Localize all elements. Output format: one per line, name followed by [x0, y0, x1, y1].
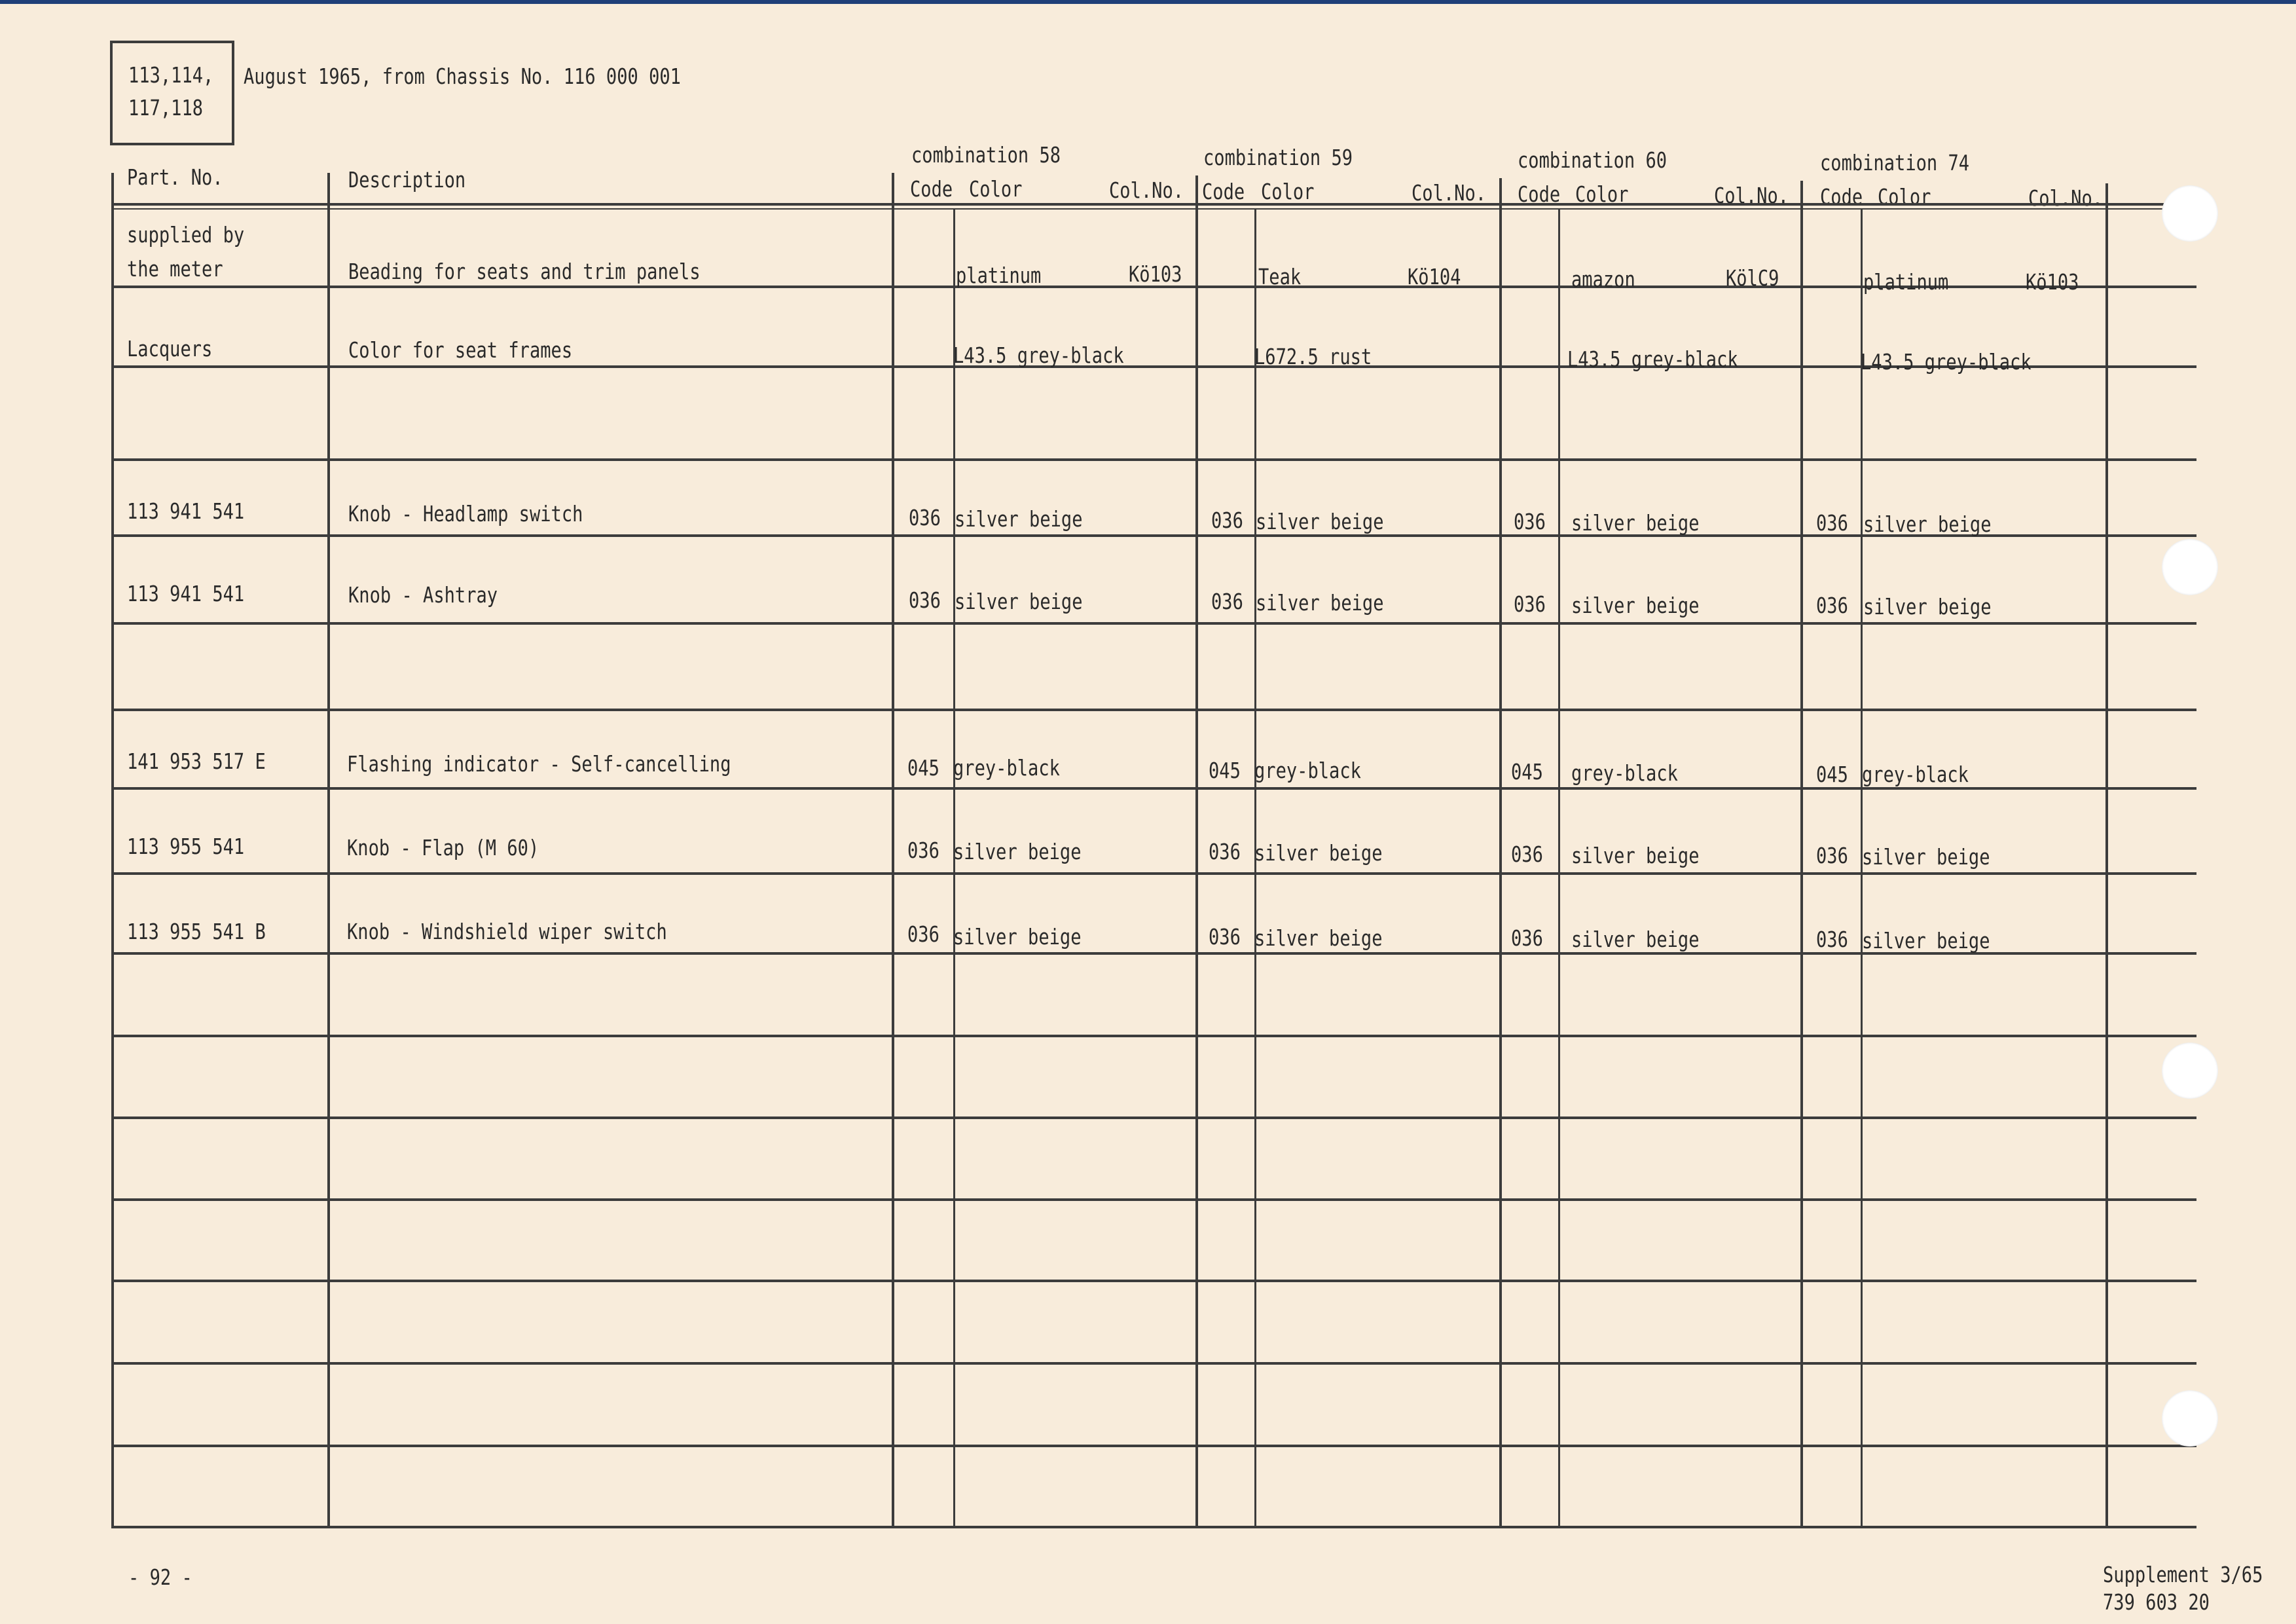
row1-combo74-colno: Kö103 [2026, 269, 2079, 295]
row-rule [111, 458, 2196, 461]
supplement-note: Supplement 3/65 [2103, 1562, 2263, 1587]
combo74-colno-header: Col.No. [2028, 185, 2104, 211]
row4-combo59-color: silver beige [1256, 590, 1384, 616]
row4-combo58-color: silver beige [955, 589, 1083, 614]
row2-combo58-color: L43.5 grey-black [953, 342, 1124, 368]
binder-hole [2162, 539, 2218, 595]
row6-combo58-color: silver beige [953, 839, 1082, 864]
row1-combo59-colno: Kö104 [1408, 264, 1461, 289]
row2-combo74-color: L43.5 grey-black [1861, 349, 2032, 375]
row7-combo58-color: silver beige [953, 924, 1082, 950]
row3-combo74-code: 036 [1816, 510, 1848, 536]
row-rule [111, 1116, 2196, 1119]
row5-combo59-code: 045 [1209, 758, 1241, 783]
header-rule [111, 203, 2196, 206]
row4-combo59-code: 036 [1211, 589, 1243, 614]
row5-combo74-color: grey-black [1862, 762, 1969, 787]
page-number: - 92 - [128, 1564, 192, 1590]
row3-combo59-color: silver beige [1256, 509, 1384, 534]
row1-description: Beading for seats and trim panels [348, 259, 701, 284]
row1-combo60-color: amazon [1571, 267, 1635, 292]
row7-combo58-code: 036 [907, 921, 939, 947]
row6-part: 113 955 541 [127, 834, 245, 859]
row3-combo58-color: silver beige [955, 506, 1083, 532]
binder-hole [2162, 185, 2218, 242]
row4-combo60-code: 036 [1514, 591, 1546, 617]
combo58-title: combination 58 [911, 142, 1061, 168]
row2-combo60-color: L43.5 grey-black [1567, 346, 1738, 372]
row5-description: Flashing indicator - Self-cancelling [347, 751, 731, 777]
row7-combo59-code: 036 [1209, 924, 1241, 950]
combo58-code-header: Code [910, 176, 953, 202]
validity-note: August 1965, from Chassis No. 116 000 001 [244, 64, 681, 89]
row3-combo58-code: 036 [909, 505, 941, 530]
row3-description: Knob - Headlamp switch [348, 501, 583, 526]
col-line [1800, 181, 1803, 1527]
row-rule [111, 709, 2196, 711]
row5-combo58-color: grey-black [953, 755, 1060, 781]
row1-combo58-color: platinum [956, 263, 1042, 288]
combo60-color-header: Color [1575, 181, 1629, 207]
combo60-code-header: Code [1518, 181, 1561, 207]
row6-combo74-code: 036 [1816, 843, 1848, 868]
row3-combo74-color: silver beige [1863, 511, 1992, 537]
row4-description: Knob - Ashtray [348, 582, 498, 608]
row-rule [111, 622, 2196, 625]
binder-hole [2162, 1390, 2218, 1447]
header-description: Description [348, 167, 466, 193]
header-part-no: Part. No. [127, 164, 223, 190]
combo74-code-header: Code [1820, 184, 1863, 210]
model-numbers-line1: 113,114, [128, 62, 214, 88]
row1-combo58-colno: Kö103 [1129, 261, 1182, 287]
col-line [111, 173, 114, 1527]
row3-part: 113 941 541 [127, 498, 245, 524]
row-rule [111, 872, 2196, 875]
row4-part: 113 941 541 [127, 581, 245, 606]
row4-combo58-code: 036 [909, 587, 941, 613]
row-rule [111, 1362, 2196, 1365]
combo74-title: combination 74 [1820, 150, 1970, 175]
combo59-colno-header: Col.No. [1412, 180, 1487, 206]
row7-part: 113 955 541 B [127, 919, 266, 944]
model-numbers-line2: 117,118 [128, 95, 204, 120]
row5-combo74-code: 045 [1816, 762, 1848, 787]
row1-part-line2: the meter [127, 256, 223, 282]
row5-part: 141 953 517 E [127, 748, 266, 774]
row2-combo59-color: L672.5 rust [1254, 344, 1372, 369]
row7-combo74-code: 036 [1816, 927, 1848, 952]
row5-combo58-code: 045 [907, 755, 939, 781]
col-line [1195, 175, 1198, 1527]
binder-hole [2162, 1043, 2218, 1099]
document-number: 739 603 20 [2103, 1589, 2210, 1615]
row3-combo60-code: 036 [1514, 509, 1546, 534]
row6-combo58-code: 036 [907, 838, 939, 863]
col-line [2105, 183, 2108, 1527]
row7-combo60-color: silver beige [1571, 927, 1700, 952]
row7-combo60-code: 036 [1511, 925, 1543, 951]
row4-combo74-color: silver beige [1863, 594, 1992, 619]
row2-part: Lacquers [127, 336, 213, 361]
row7-combo74-color: silver beige [1862, 928, 1990, 953]
row2-description: Color for seat frames [348, 337, 573, 363]
row-rule [111, 787, 2196, 790]
row1-combo60-colno: KölC9 [1726, 265, 1779, 291]
combo58-colno-header: Col.No. [1109, 177, 1184, 203]
row1-part-line1: supplied by [127, 222, 245, 248]
row3-combo60-color: silver beige [1571, 510, 1700, 536]
row6-combo59-code: 036 [1209, 839, 1241, 864]
row4-combo74-code: 036 [1816, 593, 1848, 618]
row7-combo59-color: silver beige [1254, 925, 1383, 951]
row5-combo60-color: grey-black [1571, 760, 1678, 786]
scan-edge [0, 0, 2296, 4]
header-rule-double [111, 208, 2196, 210]
row3-combo59-code: 036 [1211, 507, 1243, 533]
row-rule [111, 1198, 2196, 1201]
row5-combo59-color: grey-black [1254, 758, 1361, 783]
row1-combo59-color: Teak [1258, 264, 1302, 289]
col-line [1558, 210, 1560, 1527]
col-line [892, 173, 894, 1527]
row4-combo60-color: silver beige [1571, 593, 1700, 618]
row-rule [111, 1035, 2196, 1037]
table-bottom-rule [111, 1526, 2196, 1528]
row6-combo60-color: silver beige [1571, 843, 1700, 868]
row6-combo60-code: 036 [1511, 841, 1543, 867]
combo60-title: combination 60 [1518, 147, 1667, 173]
row6-combo59-color: silver beige [1254, 840, 1383, 866]
col-line [953, 210, 955, 1527]
col-line [1499, 178, 1502, 1527]
row-rule [111, 1445, 2196, 1447]
row1-combo74-color: platinum [1863, 269, 1949, 295]
combo59-code-header: Code [1202, 179, 1245, 204]
row-rule [111, 1280, 2196, 1282]
col-line [327, 173, 330, 1527]
row6-description: Knob - Flap (M 60) [347, 835, 539, 860]
combo59-title: combination 59 [1203, 145, 1353, 170]
combo60-colno-header: Col.No. [1714, 183, 1789, 208]
col-line [1254, 210, 1256, 1527]
row7-description: Knob - Windshield wiper switch [347, 919, 667, 944]
combo58-color-header: Color [969, 176, 1023, 202]
combo59-color-header: Color [1261, 179, 1315, 204]
row5-combo60-code: 045 [1511, 759, 1543, 784]
combo74-color-header: Color [1878, 184, 1931, 210]
row6-combo74-color: silver beige [1862, 844, 1990, 870]
model-box [110, 41, 234, 145]
